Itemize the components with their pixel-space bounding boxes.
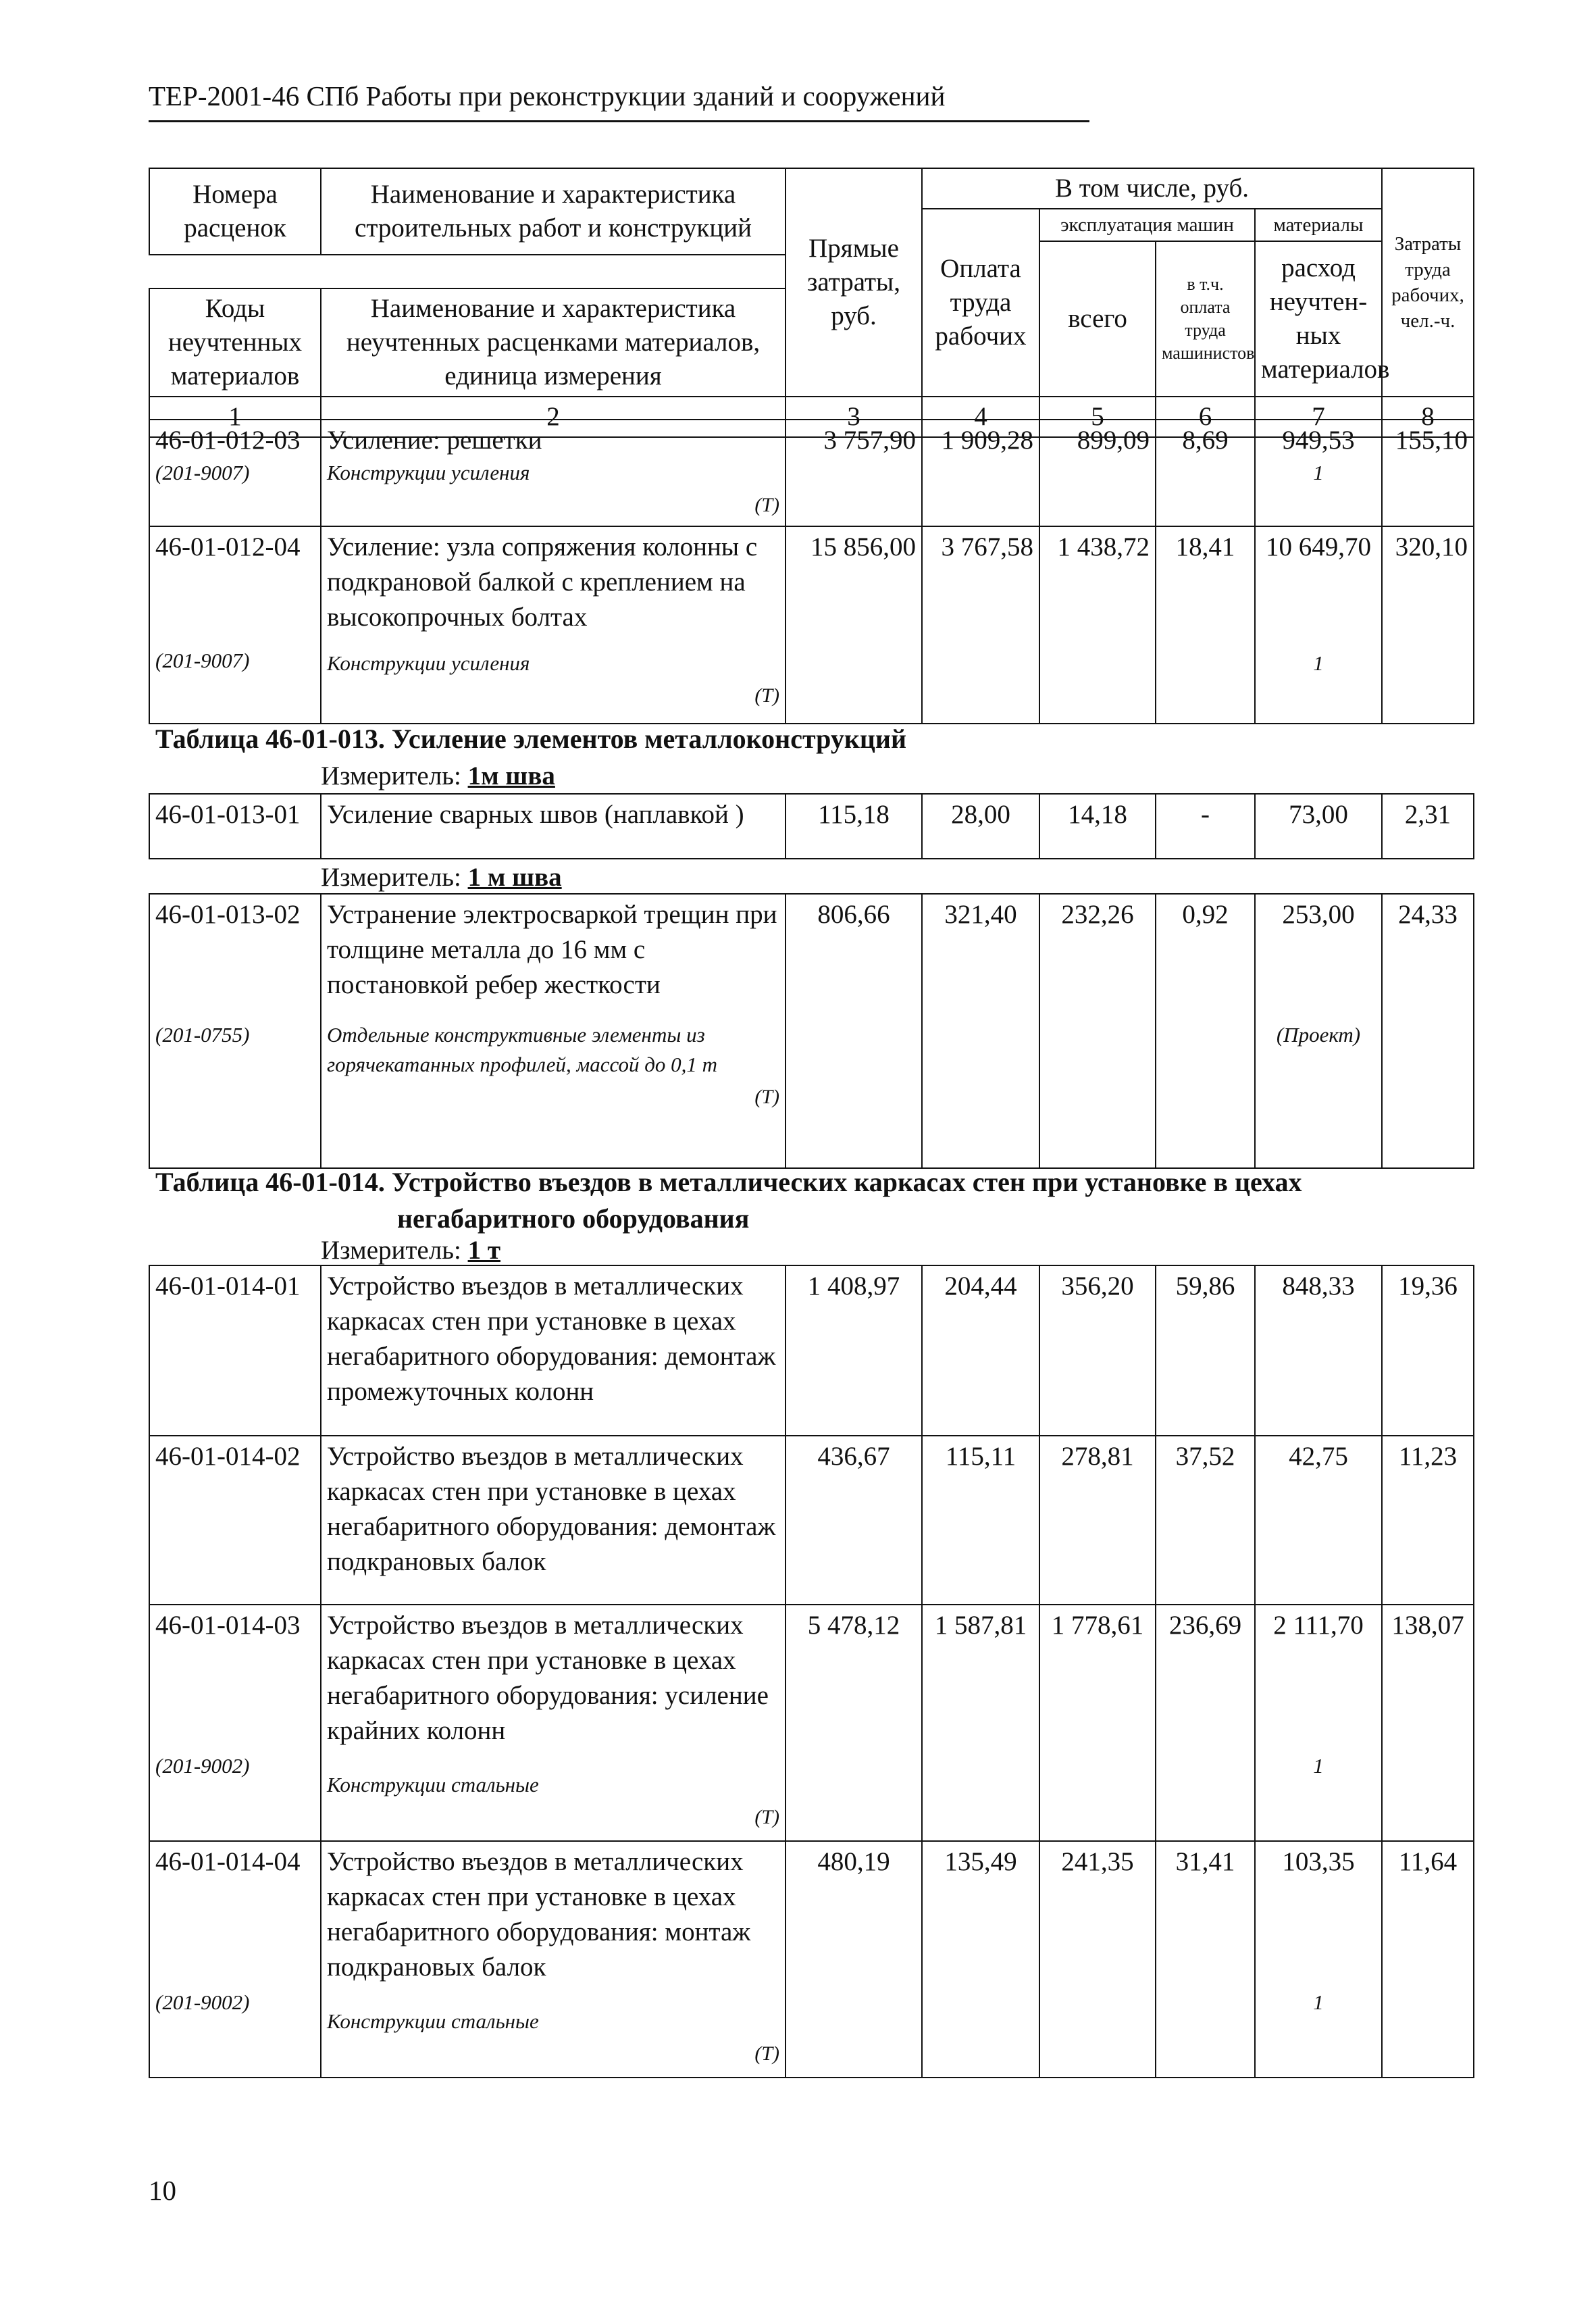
rate-code: 46-01-012-03: [155, 426, 301, 455]
material-code: (201-9007): [155, 649, 250, 672]
material-qty: (Проект): [1276, 1023, 1361, 1047]
table-row: [149, 1841, 1474, 2078]
materials-cost: 848,33: [1255, 1265, 1382, 1436]
direct-cost: 480,19: [786, 1841, 922, 2078]
direct-cost: 3 757,90: [786, 420, 922, 526]
measure-label: Измеритель:: [321, 863, 461, 892]
labor-hours: 320,10: [1382, 526, 1474, 724]
unit-mark: (Т): [754, 684, 779, 707]
col-num-1: 1: [149, 397, 321, 437]
rate-code: 46-01-014-04: [155, 1847, 301, 1876]
col-num-7: 7: [1255, 397, 1382, 437]
material-name: Конструкции стальные: [327, 1773, 539, 1796]
machine-cost: 1 438,72: [1039, 526, 1156, 724]
machine-cost: 278,81: [1039, 1436, 1156, 1605]
labor-hours: 24,33: [1382, 894, 1474, 1168]
work-name: Устройство въездов в металлических каркасах стен при установке в цехах негабаритного оборудования: демонтаж подкрановых балок: [321, 1436, 786, 1605]
measure-unit-014: [321, 1235, 500, 1265]
material-qty: 1: [1313, 651, 1324, 675]
unit-mark: (Т): [754, 1806, 779, 1828]
labor-hours: 138,07: [1382, 1605, 1474, 1841]
labor-pay: 321,40: [922, 894, 1039, 1168]
material-code: (201-9002): [155, 1754, 250, 1778]
measure-label: Измеритель:: [321, 1236, 461, 1265]
materials-cost: 103,35: [1282, 1847, 1355, 1876]
header-work-name: Наименование и характеристика строительных работ и конструкций: [321, 168, 786, 255]
labor-pay: 135,49: [922, 1841, 1039, 2078]
rate-code: 46-01-012-04: [155, 532, 301, 561]
machine-cost: 1 778,61: [1039, 1605, 1156, 1841]
header-material-codes: Коды неучтенных материалов: [149, 288, 321, 397]
machinist-pay: 0,92: [1156, 894, 1255, 1168]
material-qty: 1: [1313, 461, 1324, 484]
col-num-3: 3: [786, 397, 922, 437]
table-row: [149, 420, 1474, 526]
labor-hours: 2,31: [1382, 794, 1474, 859]
col-num-6: 6: [1156, 397, 1255, 437]
col-num-8: 8: [1382, 397, 1474, 437]
table-row: [149, 1265, 1474, 1436]
table-row: [149, 1436, 1474, 1605]
work-name: Усиление: решетки: [327, 426, 542, 455]
header-machines-total: всего: [1039, 241, 1156, 397]
labor-hours: 11,64: [1382, 1841, 1474, 2078]
machinist-pay: 18,41: [1156, 526, 1255, 724]
unit-mark: (Т): [754, 1086, 779, 1108]
work-name: Усиление: узла сопряжения колонны с подкрановой балкой с креплением на высокопрочных болтах: [327, 532, 758, 632]
machine-cost: 356,20: [1039, 1265, 1156, 1436]
header-materials: материалы: [1255, 209, 1382, 241]
header-rate-numbers: Номера расценок: [149, 168, 321, 255]
machinist-pay: -: [1156, 794, 1255, 859]
material-qty: 1: [1313, 1990, 1324, 2014]
labor-hours: 155,10: [1382, 420, 1474, 526]
table-row: [149, 1605, 1474, 1841]
table-header: [149, 168, 1474, 438]
work-name: Устройство въездов в металлических каркасах стен при установке в цехах негабаритного оборудования: монтаж подкрановых балок: [327, 1847, 751, 1982]
page-number: 10: [149, 2175, 176, 2206]
material-name: Конструкции усиления: [327, 651, 530, 675]
work-name: Устройство въездов в металлических каркасах стен при установке в цехах негабаритного оборудования: демонтаж промежуточных колонн: [321, 1265, 786, 1436]
labor-pay: 1 909,28: [922, 420, 1039, 526]
labor-pay: 1 587,81: [922, 1605, 1039, 1841]
measure-value: 1м шва: [467, 761, 555, 790]
material-code: (201-0755): [155, 1023, 250, 1047]
work-name: Устройство въездов в металлических каркасах стен при установке в цехах негабаритного оборудования: усиление крайних колонн: [327, 1611, 769, 1745]
machinist-pay: 59,86: [1156, 1265, 1255, 1436]
work-name: Устранение электросваркой трещин при толщине металла до 16 мм с постановкой ребер жесткости: [327, 900, 777, 999]
rate-code: 46-01-013-01: [149, 794, 321, 859]
section-title-013: Таблица 46-01-013. Усиление элементов металлоконструкций: [155, 724, 907, 754]
labor-pay: 3 767,58: [922, 526, 1039, 724]
header-labor-hours: Затраты труда рабочих, чел.-ч.: [1382, 168, 1474, 397]
materials-cost: 73,00: [1255, 794, 1382, 859]
material-name: Отдельные конструктивные элементы из горячекатанных профилей, массой до 0,1 т: [327, 1023, 718, 1076]
materials-cost: 10 649,70: [1266, 532, 1371, 561]
table-row: [149, 894, 1474, 1168]
rate-code: 46-01-014-01: [149, 1265, 321, 1436]
header-labor-pay: Оплата труда рабочих: [922, 209, 1039, 397]
header-direct-costs: Прямые затраты, руб.: [786, 168, 922, 397]
direct-cost: 115,18: [786, 794, 922, 859]
direct-cost: 5 478,12: [786, 1605, 922, 1841]
header-material-names: Наименование и характеристика неучтенных расценками материалов, единица измерения: [321, 288, 786, 397]
direct-cost: 436,67: [786, 1436, 922, 1605]
col-num-4: 4: [922, 397, 1039, 437]
labor-hours: 19,36: [1382, 1265, 1474, 1436]
rate-code: 46-01-014-02: [149, 1436, 321, 1605]
direct-cost: 1 408,97: [786, 1265, 922, 1436]
header-unaccounted-materials: расход неучтен-ных материалов: [1255, 241, 1382, 397]
header-machinist-pay: в т.ч. оплата труда машинистов: [1156, 241, 1255, 397]
header-machines: эксплуатация машин: [1039, 209, 1255, 241]
work-name: Усиление сварных швов (наплавкой ): [321, 794, 786, 859]
header-including: В том числе, руб.: [922, 168, 1382, 209]
unit-mark: (Т): [754, 494, 779, 516]
labor-pay: 28,00: [922, 794, 1039, 859]
direct-cost: 15 856,00: [786, 526, 922, 724]
material-qty: 1: [1313, 1754, 1324, 1778]
materials-cost: 253,00: [1282, 900, 1355, 929]
machinist-pay: 236,69: [1156, 1605, 1255, 1841]
materials-cost: 42,75: [1255, 1436, 1382, 1605]
labor-pay: 204,44: [922, 1265, 1039, 1436]
header-rule: [149, 120, 1089, 122]
labor-hours: 11,23: [1382, 1436, 1474, 1605]
table-row: [149, 526, 1474, 724]
material-code: (201-9007): [155, 461, 250, 484]
section-title-014: Таблица 46-01-014. Устройство въездов в металлических каркасах стен при установке в цехах: [155, 1167, 1302, 1197]
section-title-014-cont: негабаритного оборудования: [397, 1203, 750, 1234]
machine-cost: 241,35: [1039, 1841, 1156, 2078]
measure-unit-013-02: [321, 862, 562, 892]
machinist-pay: 8,69: [1156, 420, 1255, 526]
table-row: [149, 794, 1474, 859]
col-num-5: 5: [1039, 397, 1156, 437]
machine-cost: 14,18: [1039, 794, 1156, 859]
rate-code: 46-01-013-02: [155, 900, 301, 929]
measure-label: Измеритель:: [321, 761, 461, 790]
material-name: Конструкции усиления: [327, 461, 530, 484]
labor-pay: 115,11: [922, 1436, 1039, 1605]
rates-table-012: [149, 419, 1474, 724]
page-header-title: ТЕР-2001-46 СПб Работы при реконструкции зданий и сооружений: [149, 80, 946, 111]
measure-value: 1 м шва: [467, 863, 562, 892]
rates-table-013-02: [149, 893, 1474, 1169]
materials-cost: 2 111,70: [1273, 1611, 1364, 1640]
materials-cost: 949,53: [1282, 426, 1355, 455]
unit-mark: (Т): [754, 2042, 779, 2065]
material-name: Конструкции стальные: [327, 2009, 539, 2033]
machinist-pay: 37,52: [1156, 1436, 1255, 1605]
rates-table-014: [149, 1265, 1474, 2078]
machine-cost: 899,09: [1039, 420, 1156, 526]
direct-cost: 806,66: [786, 894, 922, 1168]
machinist-pay: 31,41: [1156, 1841, 1255, 2078]
rates-table-013-01: [149, 793, 1474, 859]
measure-value: 1 т: [467, 1236, 500, 1265]
measure-unit-013: [321, 761, 555, 791]
rate-code: 46-01-014-03: [155, 1611, 301, 1640]
col-num-2: 2: [321, 397, 786, 437]
machine-cost: 232,26: [1039, 894, 1156, 1168]
material-code: (201-9002): [155, 1990, 250, 2014]
